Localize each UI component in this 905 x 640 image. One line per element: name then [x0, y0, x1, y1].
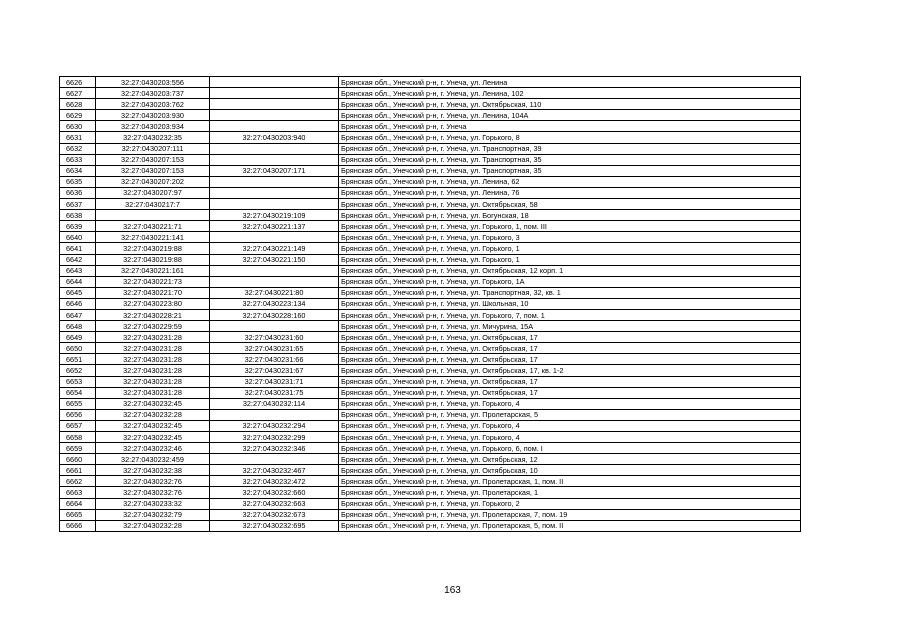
table-row: [60, 265, 801, 276]
row-number-cell: 6660: [60, 454, 96, 465]
building-cadastral-number-cell: 32:27:0430232:673: [210, 509, 339, 520]
building-cadastral-number-cell: 32:27:0430221:80: [210, 287, 339, 298]
table-row: [60, 387, 801, 398]
building-cadastral-number-cell: 32:27:0430221:150: [210, 254, 339, 265]
cadastral-number-cell: 32:27:0430231:28: [96, 343, 210, 354]
address-cell: Брянская обл., Унечский р-н, г. Унеча, ул. Горького, 1: [339, 254, 801, 265]
table-row: [60, 77, 801, 88]
cadastral-number-cell: 32:27:0430203:737: [96, 88, 210, 99]
row-number-cell: 6632: [60, 143, 96, 154]
address-cell: Брянская обл., Унечский р-н, г. Унеча, ул. Ленина, 62: [339, 176, 801, 187]
table-row: [60, 409, 801, 420]
address-cell: Брянская обл., Унечский р-н, г. Унеча, ул. Октябрьская, 58: [339, 199, 801, 210]
table-row: [60, 343, 801, 354]
cadastral-number-cell: 32:27:0430203:556: [96, 77, 210, 88]
cadastral-number-cell: 32:27:0430232:38: [96, 465, 210, 476]
table-row: [60, 443, 801, 454]
row-number-cell: 6661: [60, 465, 96, 476]
cadastral-number-cell: 32:27:0430233:32: [96, 498, 210, 509]
table-row: [60, 154, 801, 165]
building-cadastral-number-cell: 32:27:0430232:663: [210, 498, 339, 509]
table-row: [60, 376, 801, 387]
table-row: [60, 321, 801, 332]
cadastral-number-cell: 32:27:0430232:79: [96, 509, 210, 520]
row-number-cell: 6651: [60, 354, 96, 365]
row-number-cell: 6649: [60, 332, 96, 343]
cadastral-number-cell: 32:27:0430232:45: [96, 398, 210, 409]
table-row: [60, 498, 801, 509]
cadastral-number-cell: 32:27:0430232:28: [96, 409, 210, 420]
cadastral-number-cell: 32:27:0430231:28: [96, 365, 210, 376]
table-body: [60, 77, 801, 532]
row-number-cell: 6664: [60, 498, 96, 509]
row-number-cell: 6627: [60, 88, 96, 99]
building-cadastral-number-cell: [210, 88, 339, 99]
row-number-cell: 6653: [60, 376, 96, 387]
row-number-cell: 6645: [60, 287, 96, 298]
address-cell: Брянская обл., Унечский р-н, г. Унеча, ул. Богунская, 18: [339, 210, 801, 221]
address-cell: Брянская обл., Унечский р-н, г. Унеча, ул. Школьная, 10: [339, 298, 801, 309]
building-cadastral-number-cell: 32:27:0430231:75: [210, 387, 339, 398]
cadastral-number-cell: 32:27:0430207:97: [96, 187, 210, 198]
table-row: [60, 332, 801, 343]
building-cadastral-number-cell: [210, 154, 339, 165]
address-cell: Брянская обл., Унечский р-н, г. Унеча, ул. Пролетарская, 1: [339, 487, 801, 498]
row-number-cell: 6652: [60, 365, 96, 376]
row-number-cell: 6656: [60, 409, 96, 420]
row-number-cell: 6633: [60, 154, 96, 165]
row-number-cell: 6628: [60, 99, 96, 110]
table-row: [60, 243, 801, 254]
cadastral-number-cell: 32:27:0430203:934: [96, 121, 210, 132]
cadastral-number-cell: 32:27:0430203:930: [96, 110, 210, 121]
building-cadastral-number-cell: 32:27:0430232:114: [210, 398, 339, 409]
row-number-cell: 6642: [60, 254, 96, 265]
building-cadastral-number-cell: 32:27:0430231:65: [210, 343, 339, 354]
table-row: [60, 210, 801, 221]
cadastral-number-cell: 32:27:0430228:21: [96, 309, 210, 320]
row-number-cell: 6641: [60, 243, 96, 254]
row-number-cell: 6657: [60, 420, 96, 431]
cadastral-number-cell: [96, 210, 210, 221]
cadastral-number-cell: 32:27:0430229:59: [96, 321, 210, 332]
address-cell: Брянская обл., Унечский р-н, г. Унеча: [339, 121, 801, 132]
table-row: [60, 187, 801, 198]
cadastral-number-cell: 32:27:0430231:28: [96, 376, 210, 387]
table-row: [60, 110, 801, 121]
cadastral-number-cell: 32:27:0430232:28: [96, 520, 210, 531]
building-cadastral-number-cell: [210, 409, 339, 420]
cadastral-number-cell: 32:27:0430221:73: [96, 276, 210, 287]
cadastral-number-cell: 32:27:0430207:202: [96, 176, 210, 187]
table-row: [60, 298, 801, 309]
address-cell: Брянская обл., Унечский р-н, г. Унеча, ул. Транспортная, 35: [339, 154, 801, 165]
row-number-cell: 6647: [60, 309, 96, 320]
cadastral-number-cell: 32:27:0430232:45: [96, 432, 210, 443]
row-number-cell: 6643: [60, 265, 96, 276]
cadastral-number-cell: 32:27:0430219:88: [96, 254, 210, 265]
cadastral-number-cell: 32:27:0430232:459: [96, 454, 210, 465]
address-cell: Брянская обл., Унечский р-н, г. Унеча, ул. Ленина: [339, 77, 801, 88]
building-cadastral-number-cell: 32:27:0430231:71: [210, 376, 339, 387]
table-row: [60, 398, 801, 409]
address-cell: Брянская обл., Унечский р-н, г. Унеча, ул. Октябрьская, 17: [339, 376, 801, 387]
building-cadastral-number-cell: [210, 199, 339, 210]
table-row: [60, 165, 801, 176]
row-number-cell: 6665: [60, 509, 96, 520]
address-cell: Брянская обл., Унечский р-н, г. Унеча, ул. Горького, 1: [339, 243, 801, 254]
building-cadastral-number-cell: 32:27:0430221:149: [210, 243, 339, 254]
row-number-cell: 6637: [60, 199, 96, 210]
table-row: [60, 432, 801, 443]
table-row: [60, 420, 801, 431]
building-cadastral-number-cell: [210, 176, 339, 187]
building-cadastral-number-cell: 32:27:0430228:160: [210, 309, 339, 320]
address-cell: Брянская обл., Унечский р-н, г. Унеча, ул. Октябрьская, 17: [339, 343, 801, 354]
address-cell: Брянская обл., Унечский р-н, г. Унеча, ул. Октябрьская, 110: [339, 99, 801, 110]
row-number-cell: 6662: [60, 476, 96, 487]
table-row: [60, 476, 801, 487]
building-cadastral-number-cell: 32:27:0430232:695: [210, 520, 339, 531]
building-cadastral-number-cell: 32:27:0430231:66: [210, 354, 339, 365]
cadastral-number-cell: 32:27:0430223:80: [96, 298, 210, 309]
row-number-cell: 6636: [60, 187, 96, 198]
row-number-cell: 6638: [60, 210, 96, 221]
building-cadastral-number-cell: [210, 321, 339, 332]
table-row: [60, 88, 801, 99]
building-cadastral-number-cell: [210, 265, 339, 276]
cadastral-number-cell: 32:27:0430207:153: [96, 165, 210, 176]
address-cell: Брянская обл., Унечский р-н, г. Унеча, ул. Горького, 1А: [339, 276, 801, 287]
address-cell: Брянская обл., Унечский р-н, г. Унеча, ул. Пролетарская, 5: [339, 409, 801, 420]
building-cadastral-number-cell: 32:27:0430203:940: [210, 132, 339, 143]
building-cadastral-number-cell: 32:27:0430232:472: [210, 476, 339, 487]
address-cell: Брянская обл., Унечский р-н, г. Унеча, ул. Пролетарская, 5, пом. II: [339, 520, 801, 531]
building-cadastral-number-cell: 32:27:0430231:60: [210, 332, 339, 343]
table-row: [60, 509, 801, 520]
building-cadastral-number-cell: 32:27:0430223:134: [210, 298, 339, 309]
cadastral-number-cell: 32:27:0430221:161: [96, 265, 210, 276]
address-cell: Брянская обл., Унечский р-н, г. Унеча, ул. Октябрьская, 17: [339, 354, 801, 365]
building-cadastral-number-cell: [210, 121, 339, 132]
cadastral-number-cell: 32:27:0430232:76: [96, 476, 210, 487]
building-cadastral-number-cell: 32:27:0430232:467: [210, 465, 339, 476]
table-row: [60, 221, 801, 232]
address-cell: Брянская обл., Унечский р-н, г. Унеча, ул. Ленина, 102: [339, 88, 801, 99]
cadastral-number-cell: 32:27:0430221:141: [96, 232, 210, 243]
address-cell: Брянская обл., Унечский р-н, г. Унеча, ул. Горького, 4: [339, 432, 801, 443]
row-number-cell: 6629: [60, 110, 96, 121]
table-row: [60, 254, 801, 265]
cadastral-number-cell: 32:27:0430231:28: [96, 387, 210, 398]
table-row: [60, 454, 801, 465]
address-cell: Брянская обл., Унечский р-н, г. Унеча, ул. Транспортная, 39: [339, 143, 801, 154]
row-number-cell: 6626: [60, 77, 96, 88]
cadastral-number-cell: 32:27:0430232:76: [96, 487, 210, 498]
building-cadastral-number-cell: [210, 454, 339, 465]
row-number-cell: 6644: [60, 276, 96, 287]
table-row: [60, 132, 801, 143]
table-row: [60, 121, 801, 132]
table-row: [60, 232, 801, 243]
row-number-cell: 6646: [60, 298, 96, 309]
row-number-cell: 6640: [60, 232, 96, 243]
row-number-cell: 6654: [60, 387, 96, 398]
row-number-cell: 6648: [60, 321, 96, 332]
table-row: [60, 176, 801, 187]
table-row: [60, 354, 801, 365]
cadastral-number-cell: 32:27:0430221:70: [96, 287, 210, 298]
table-row: [60, 520, 801, 531]
row-number-cell: 6658: [60, 432, 96, 443]
row-number-cell: 6650: [60, 343, 96, 354]
table-row: [60, 143, 801, 154]
address-cell: Брянская обл., Унечский р-н, г. Унеча, ул. Горького, 2: [339, 498, 801, 509]
building-cadastral-number-cell: 32:27:0430232:346: [210, 443, 339, 454]
address-cell: Брянская обл., Унечский р-н, г. Унеча, ул. Транспортная, 35: [339, 165, 801, 176]
address-cell: Брянская обл., Унечский р-н, г. Унеча, ул. Ленина, 104А: [339, 110, 801, 121]
cadastral-number-cell: 32:27:0430221:71: [96, 221, 210, 232]
row-number-cell: 6630: [60, 121, 96, 132]
building-cadastral-number-cell: 32:27:0430207:171: [210, 165, 339, 176]
address-cell: Брянская обл., Унечский р-н, г. Унеча, ул. Горького, 4: [339, 398, 801, 409]
address-cell: Брянская обл., Унечский р-н, г. Унеча, ул. Транспортная, 32, кв. 1: [339, 287, 801, 298]
building-cadastral-number-cell: [210, 187, 339, 198]
cadastral-number-cell: 32:27:0430217:7: [96, 199, 210, 210]
cadastral-number-cell: 32:27:0430231:28: [96, 332, 210, 343]
table-row: [60, 465, 801, 476]
building-cadastral-number-cell: 32:27:0430232:299: [210, 432, 339, 443]
address-cell: Брянская обл., Унечский р-н, г. Унеча, ул. Горького, 6, пом. I: [339, 443, 801, 454]
table-row: [60, 309, 801, 320]
address-cell: Брянская обл., Унечский р-н, г. Унеча, ул. Горького, 8: [339, 132, 801, 143]
table-row: [60, 365, 801, 376]
building-cadastral-number-cell: [210, 110, 339, 121]
table-row: [60, 276, 801, 287]
cadastral-number-cell: 32:27:0430231:28: [96, 354, 210, 365]
address-cell: Брянская обл., Унечский р-н, г. Унеча, ул. Мичурина, 15А: [339, 321, 801, 332]
table-row: [60, 199, 801, 210]
page-number: 163: [444, 585, 461, 596]
address-cell: Брянская обл., Унечский р-н, г. Унеча, ул. Пролетарская, 1, пом. II: [339, 476, 801, 487]
building-cadastral-number-cell: [210, 143, 339, 154]
row-number-cell: 6659: [60, 443, 96, 454]
address-cell: Брянская обл., Унечский р-н, г. Унеча, ул. Октябрьская, 10: [339, 465, 801, 476]
building-cadastral-number-cell: 32:27:0430232:660: [210, 487, 339, 498]
cadastral-number-cell: 32:27:0430232:46: [96, 443, 210, 454]
building-cadastral-number-cell: 32:27:0430221:137: [210, 221, 339, 232]
row-number-cell: 6655: [60, 398, 96, 409]
building-cadastral-number-cell: 32:27:0430232:294: [210, 420, 339, 431]
cadastral-table: [59, 76, 801, 532]
building-cadastral-number-cell: [210, 99, 339, 110]
address-cell: Брянская обл., Унечский р-н, г. Унеча, ул. Октябрьская, 17: [339, 387, 801, 398]
row-number-cell: 6663: [60, 487, 96, 498]
building-cadastral-number-cell: [210, 77, 339, 88]
row-number-cell: 6635: [60, 176, 96, 187]
cadastral-number-cell: 32:27:0430207:153: [96, 154, 210, 165]
building-cadastral-number-cell: [210, 232, 339, 243]
cadastral-number-cell: 32:27:0430207:111: [96, 143, 210, 154]
cadastral-number-cell: 32:27:0430232:45: [96, 420, 210, 431]
building-cadastral-number-cell: 32:27:0430219:109: [210, 210, 339, 221]
building-cadastral-number-cell: 32:27:0430231:67: [210, 365, 339, 376]
row-number-cell: 6634: [60, 165, 96, 176]
address-cell: Брянская обл., Унечский р-н, г. Унеча, ул. Октябрьская, 17, кв. 1-2: [339, 365, 801, 376]
address-cell: Брянская обл., Унечский р-н, г. Унеча, ул. Горького, 7, пом. 1: [339, 309, 801, 320]
address-cell: Брянская обл., Унечский р-н, г. Унеча, ул. Октябрьская, 12 корп. 1: [339, 265, 801, 276]
address-cell: Брянская обл., Унечский р-н, г. Унеча, ул. Октябрьская, 17: [339, 332, 801, 343]
cadastral-number-cell: 32:27:0430219:88: [96, 243, 210, 254]
cadastral-number-cell: 32:27:0430232:35: [96, 132, 210, 143]
row-number-cell: 6631: [60, 132, 96, 143]
address-cell: Брянская обл., Унечский р-н, г. Унеча, ул. Горького, 1, пом. III: [339, 221, 801, 232]
table-row: [60, 99, 801, 110]
row-number-cell: 6639: [60, 221, 96, 232]
row-number-cell: 6666: [60, 520, 96, 531]
building-cadastral-number-cell: [210, 276, 339, 287]
address-cell: Брянская обл., Унечский р-н, г. Унеча, ул. Горького, 3: [339, 232, 801, 243]
table-row: [60, 287, 801, 298]
address-cell: Брянская обл., Унечский р-н, г. Унеча, ул. Пролетарская, 7, пом. 19: [339, 509, 801, 520]
cadastral-number-cell: 32:27:0430203:762: [96, 99, 210, 110]
address-cell: Брянская обл., Унечский р-н, г. Унеча, ул. Горького, 4: [339, 420, 801, 431]
table-row: [60, 487, 801, 498]
address-cell: Брянская обл., Унечский р-н, г. Унеча, ул. Октябрьская, 12: [339, 454, 801, 465]
address-cell: Брянская обл., Унечский р-н, г. Унеча, ул. Ленина, 76: [339, 187, 801, 198]
